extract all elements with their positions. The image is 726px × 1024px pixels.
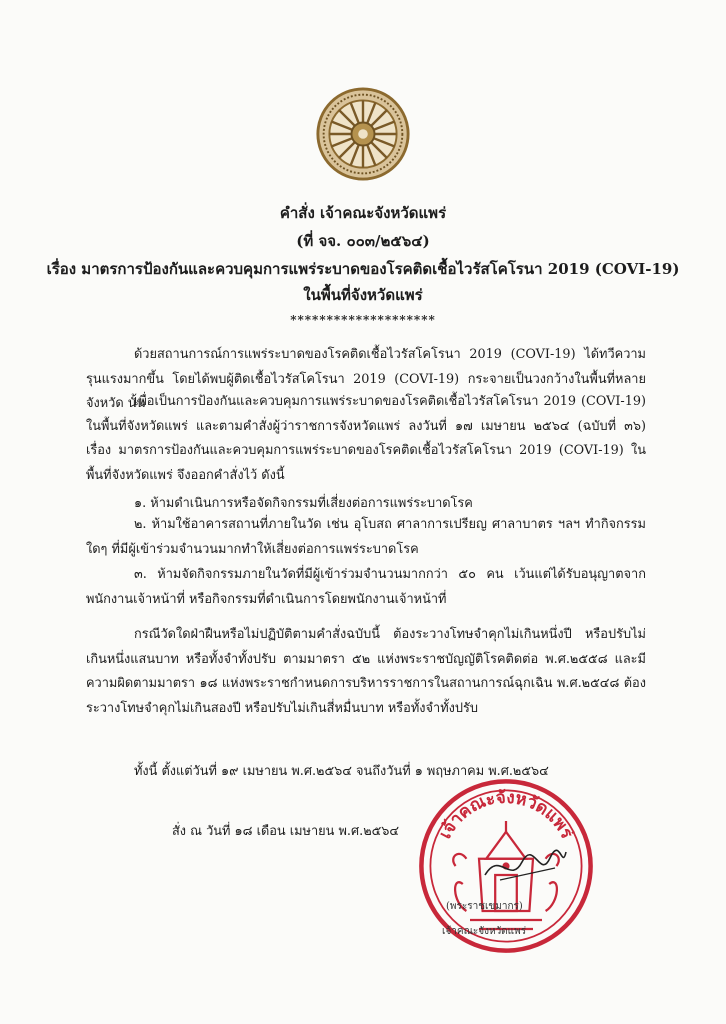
order-item-2: ๒. ห้ามใช้อาคารสถานที่ภายในวัด เช่น อุโบสถ ศาลาการเปรียญ ศาลาบาตร ฯลฯ ทำกิจกรรมใดๆ ที่มีผู้เข้าร่วมจำนวนมากทำให้เสี่ยงต่อการแพร่ระบาดโรค xyxy=(86,517,646,557)
order-title: คำสั่ง เจ้าคณะจังหวัดแพร่ xyxy=(279,204,447,222)
paragraph-penalty: กรณีวัดใดฝ่าฝืนหรือไม่ปฏิบัติตามคำสั่งฉบับนี้ ต้องระวางโทษจำคุกไม่เกินหนึ่งปี หรือปรับไม่เกินหนึ่งแสนบาท หรือทั้งจำทั้งปรับ ตามมาตรา ๕๒ แห่งพระราชบัญญัติโรคติดต่อ พ.ศ.๒๕๕๘ และมีความผิดตามมาตรา ๑๘ แห่งพระราชกำหนดการบริหารราชการในสถานการณ์ฉุกเฉิน พ.ศ.๒๕๔๘ ต้องระวางโทษจำคุกไม่เกินสองปี หรือปรับไม่เกินสี่หมื่นบาท หรือทั้งจำทั้งปรับ xyxy=(86,627,646,716)
order-area: ในพื้นที่จังหวัดแพร่ xyxy=(303,286,423,304)
paragraph-background: ด้วยสถานการณ์การแพร่ระบาดของโรคติดเชื้อไวรัสโคโรนา 2019 (COVI-19) ได้ทวีความรุนแรงมากขึ้น โดยได้พบผู้ติดเชื้อไวรัสโคโรนา 2019 (COVI-19) กระจายเป็นวงกว้างในพื้นที่หลายจังหวัด นั้น xyxy=(86,347,646,411)
order-number: (ที่ จจ. ๐๐๓/๒๕๖๔) xyxy=(296,232,430,250)
order-item-3: ๓. ห้ามจัดกิจกรรมภายในวัดที่มีผู้เข้าร่วมจำนวนมากกว่า ๕๐ คน เว้นแต่ได้รับอนุญาตจากพนักงานเจ้าหน้าที่ หรือกิจกรรมที่ดำเนินการโดยพนักงานเจ้าหน้าที่ xyxy=(86,567,646,607)
dharma-wheel-emblem-icon xyxy=(315,86,411,182)
paragraph-purpose: เพื่อเป็นการป้องกันและควบคุมการแพร่ระบาดของโรคติดเชื้อไวรัสโคโรนา 2019 (COVI-19) ในพื้นที่จังหวัดแพร่ และตามคำสั่งผู้ว่าราชการจังหวัดแพร่ ลงวันที่ ๑๗ เมษายน ๒๕๖๔ (ฉบับที่ ๓๖) เรื่อง มาตรการป้องกันและควบคุมการแพร่ระบาดของโรคติดเชื้อไวรัสโคโรนา 2019 (COVI-19) ในพื้นที่จังหวัดแพร่ จึงออกคำสั่งไว้ ดังนี้ xyxy=(86,394,646,483)
order-date: สั่ง ณ วันที่ ๑๘ เดือน เมษายน พ.ศ.๒๕๖๔ xyxy=(172,824,400,839)
signatory-position: เจ้าคณะจังหวัดแพร่ xyxy=(442,926,527,937)
signature-scribble-icon xyxy=(480,840,570,890)
header-separator: ******************** xyxy=(290,313,436,327)
effective-period: ทั้งนี้ ตั้งแต่วันที่ ๑๙ เมษายน พ.ศ.๒๕๖๔ จนถึงวันที่ ๑ พฤษภาคม พ.ศ.๒๕๖๔ xyxy=(134,764,549,779)
seal-text: เจ้าคณะจังหวัดแพร่ xyxy=(435,787,577,843)
order-item-1: ๑. ห้ามดำเนินการหรือจัดกิจกรรมที่เสี่ยงต่อการแพร่ระบาดโรค xyxy=(134,496,473,511)
signatory-name: (พระราชเขมากร) xyxy=(446,901,523,912)
order-subject: เรื่อง มาตรการป้องกันและควบคุมการแพร่ระบาดของโรคติดเชื้อไวรัสโคโรนา 2019 (COVI-19) xyxy=(46,260,680,278)
